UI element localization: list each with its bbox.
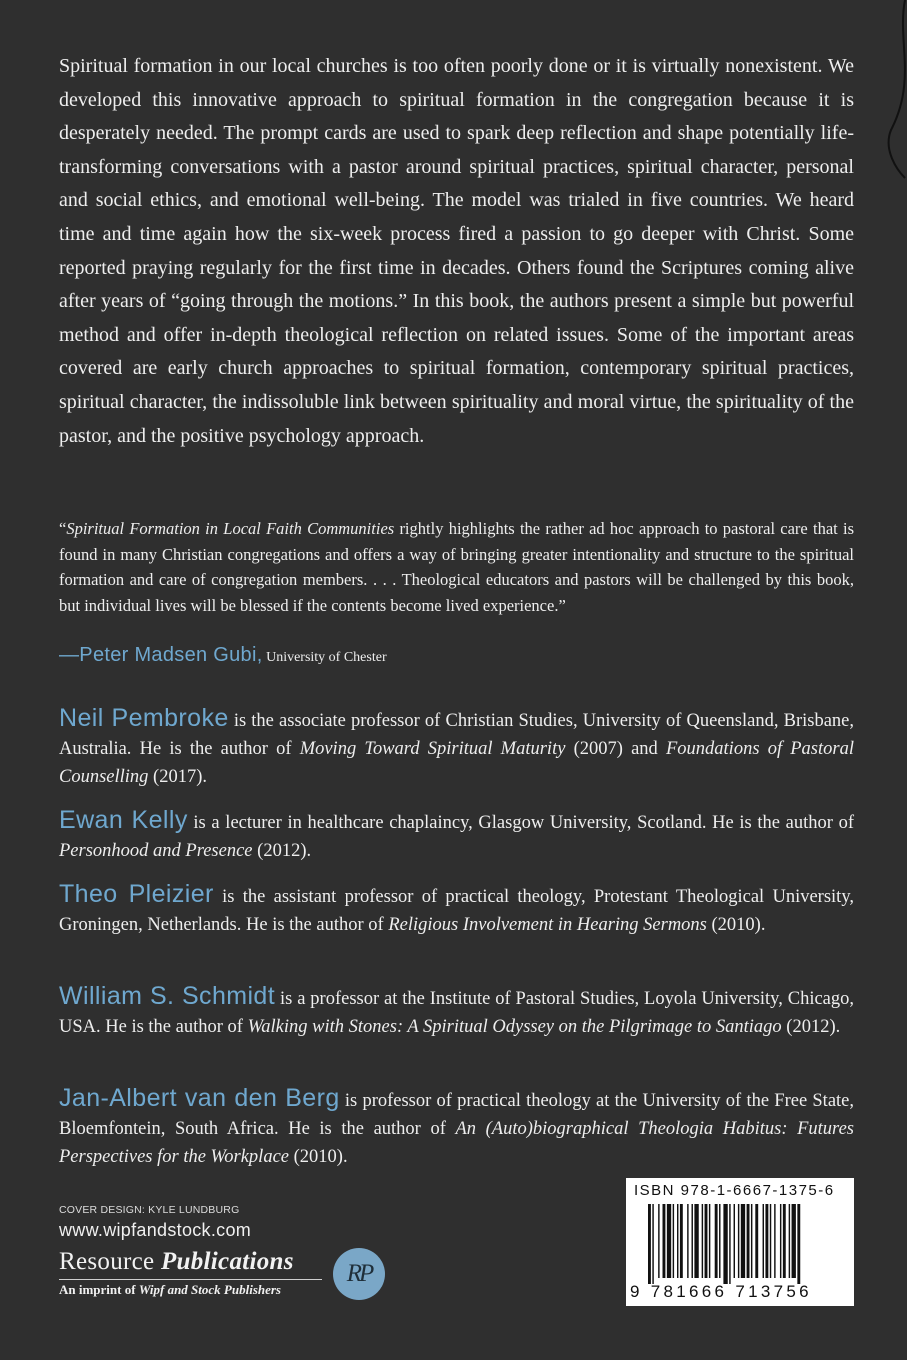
barcode-bar <box>792 1204 796 1278</box>
endorsement-attribution <box>59 644 387 667</box>
endorsed-book-title: Spiritual Formation in Local Faith Communities <box>66 519 395 538</box>
barcode-bar <box>755 1204 758 1278</box>
endorser-name: —Peter Madsen Gubi, <box>59 644 263 666</box>
publisher-italic: Publications <box>160 1248 294 1275</box>
barcode-bar <box>765 1204 768 1278</box>
rp-logo-icon: RP <box>333 1248 385 1300</box>
barcode-bar <box>680 1204 683 1278</box>
barcode-bar <box>780 1204 781 1278</box>
barcode-bar <box>702 1204 703 1278</box>
barcode-bar <box>719 1204 720 1278</box>
bio-text: (2017). <box>148 767 207 787</box>
imprint-text: An imprint of <box>59 1282 139 1297</box>
barcode-bar <box>729 1204 730 1284</box>
author-bio <box>59 880 854 939</box>
barcode-bar <box>709 1204 710 1278</box>
bio-text: is professor of practical theology at the University of the Free State, Bloemfontein, South Africa. He is the author of <box>59 1091 855 1139</box>
barcode-bar <box>738 1204 739 1278</box>
barcode-bar <box>783 1204 786 1278</box>
author-bio <box>59 806 854 865</box>
bio-text: is a professor at the Institute of Pastoral Studies, Loyola University, Chicago, USA. He is the author of <box>59 989 855 1037</box>
barcode-bar <box>677 1204 678 1278</box>
author-name: Theo Pleizier <box>59 880 214 908</box>
quote-open-mark: “ <box>59 519 67 538</box>
publisher-website: www.wipfandstock.com <box>59 1220 252 1240</box>
barcode-bar <box>705 1204 708 1278</box>
isbn-number: ISBN 978-1-6667-1375-6 <box>634 1182 835 1199</box>
book-title: Foundations of Pastoral Counselling <box>59 739 854 787</box>
bio-text: (2010). <box>289 1147 348 1167</box>
barcode-bar <box>751 1204 752 1278</box>
bio-text: is the assistant professor of practical theology, Protestant Theological University, Groningen, Netherlands. He is the author of <box>59 887 854 935</box>
book-title: Religious Involvement in Hearing Sermons <box>388 915 707 935</box>
barcode-bar <box>774 1204 775 1278</box>
barcode-bar <box>797 1204 800 1284</box>
barcode-bar <box>734 1204 735 1278</box>
bio-text: is the associate professor of Christian Studies, University of Queensland, Brisbane, Australia. He is the author of <box>59 711 854 759</box>
bio-text: is a lecturer in healthcare chaplaincy, Glasgow University, Scotland. He is the author of <box>187 813 854 833</box>
author-name: Neil Pembroke <box>59 704 229 732</box>
endorsement-text: rightly highlights the rather ad hoc approach to pastoral care that is found in many Christian congregations and offers a way of bringing greater intentionality and structure to the spiritual formation and care of congregation members. . . . Theological educators and pastors will be challenged by this book, but individual lives will be blessed if the contents become lived experience.” <box>59 519 854 615</box>
book-title: Personhood and Presence <box>59 841 253 861</box>
author-name: Jan-Albert van den Berg <box>59 1084 340 1112</box>
barcode-bar <box>741 1204 745 1278</box>
barcode-bar <box>747 1204 750 1278</box>
barcode-digits: 9 781666 713756 <box>630 1282 812 1301</box>
endorser-affiliation: University of Chester <box>266 650 387 665</box>
bio-text: (2012). <box>781 1017 841 1037</box>
book-description: Spiritual formation in our local churches is too often poorly done or it is virtually nonexistent. We developed this innovative approach to spiritual formation in the congregation because it is desperately needed. The prompt cards are used to spark deep reflection and shape potentially life-transforming conversations with a pastor around spiritual practices, spiritual character, personal and social ethics, and emotional well-being. The model was trialed in five countries. We heard time and time again how the six-week process fired a passion to go deeper with Christ. Some reported praying regularly for the first time in decades. Others found the Scriptures coming alive after years of “going through the motions.” In this book, the authors present a simple but powerful method and offer in-depth theological reflection on related issues. Some of the important areas covered are early church approaches to spiritual formation, contemporary spiritual practices, spiritual character, the indissoluble link between spirituality and moral virtue, the spirituality of the pastor, and the positive psychology approach. <box>59 55 854 447</box>
barcode-bar <box>789 1204 790 1278</box>
barcode-bar <box>663 1204 666 1278</box>
barcode-bar <box>687 1204 688 1278</box>
barcode-bar <box>652 1204 653 1284</box>
author-name: William S. Schmidt <box>59 982 276 1010</box>
publisher-word: Resource <box>59 1248 155 1275</box>
author-name: Ewan Kelly <box>59 806 188 834</box>
isbn-barcode <box>626 1178 854 1306</box>
book-title: Moving Toward Spiritual Maturity <box>299 739 566 759</box>
barcode-bar <box>694 1204 698 1278</box>
barcode-bar <box>723 1204 727 1284</box>
author-bio <box>59 704 854 791</box>
cover-design-credit: COVER DESIGN: KYLE LUNDBURG <box>59 1204 240 1216</box>
bio-text: (2012). <box>252 841 312 861</box>
author-bio <box>59 982 854 1041</box>
imprint-publisher: Wipf and Stock Publishers <box>138 1282 281 1297</box>
publisher-name <box>59 1248 294 1276</box>
imprint-line <box>59 1282 281 1298</box>
barcode-bar <box>715 1204 718 1278</box>
barcode-bar <box>658 1204 659 1278</box>
publisher-divider <box>59 1279 322 1280</box>
bio-text: (2010). <box>706 915 766 935</box>
barcode-bar <box>692 1204 693 1278</box>
bio-text: (2007) and <box>565 739 666 759</box>
barcode-bar <box>763 1204 764 1278</box>
book-title: Walking with Stones: A Spiritual Odyssey on the Pilgrimage to Santiago <box>247 1017 782 1037</box>
endorsement-quote <box>59 516 854 618</box>
author-bio <box>59 1084 854 1171</box>
barcode-bar <box>667 1204 671 1278</box>
decorative-curve <box>877 0 907 180</box>
barcode-bar <box>648 1204 651 1284</box>
barcode-bar <box>770 1204 771 1278</box>
barcode-bar <box>673 1204 674 1278</box>
book-title: An (Auto)biographical Theologia Habitus: Futures Perspectives for the Workplace <box>59 1119 854 1167</box>
